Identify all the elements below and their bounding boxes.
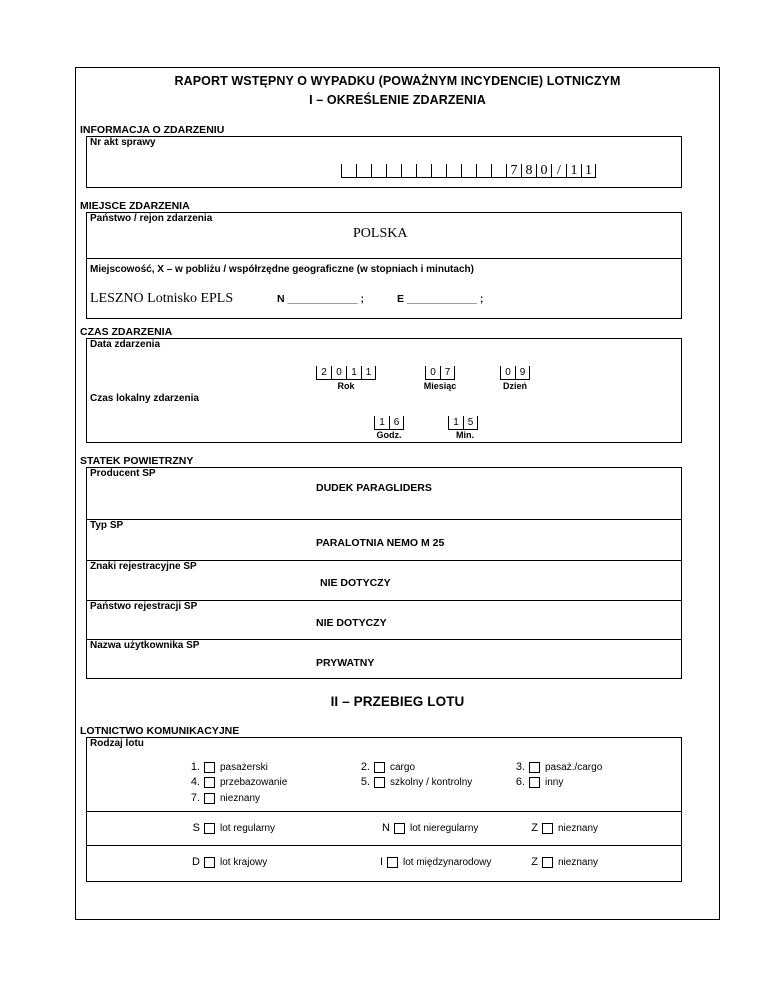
digit-cell bbox=[491, 164, 506, 178]
option-ferry[interactable] bbox=[180, 776, 287, 788]
option-number: D bbox=[192, 856, 200, 868]
digit-cell: 0 bbox=[331, 366, 346, 380]
option-other[interactable] bbox=[505, 776, 563, 788]
local-time-label: Czas lokalny zdarzenia bbox=[90, 393, 199, 404]
option-number: Z bbox=[531, 822, 538, 834]
hour-label: Godz. bbox=[376, 430, 402, 440]
minute-cells[interactable] bbox=[448, 416, 478, 430]
checkbox[interactable] bbox=[394, 823, 405, 834]
option-number: S bbox=[192, 822, 200, 834]
digit-cell: 1 bbox=[374, 416, 389, 430]
digit-cell: 1 bbox=[361, 366, 376, 380]
flight-section-heading: LOTNICTWO KOMUNIKACYJNE bbox=[80, 725, 240, 737]
option-non-scheduled[interactable] bbox=[370, 822, 478, 834]
digit-cell bbox=[386, 164, 401, 178]
option-number: I bbox=[379, 856, 383, 868]
case-number-label: Nr akt sprawy bbox=[90, 137, 156, 148]
minute-label: Min. bbox=[456, 430, 474, 440]
checkbox[interactable] bbox=[204, 777, 215, 788]
form-title: RAPORT WSTĘPNY O WYPADKU (POWAŻNYM INCYDENCIE) LOTNICZYM bbox=[174, 74, 621, 88]
digit-cell bbox=[476, 164, 491, 178]
digit-cell: / bbox=[551, 164, 566, 178]
flight-kind-label: Rodzaj lotu bbox=[90, 738, 144, 749]
digit-cell bbox=[341, 164, 356, 178]
checkbox[interactable] bbox=[387, 857, 398, 868]
checkbox[interactable] bbox=[204, 762, 215, 773]
digit-cell bbox=[371, 164, 386, 178]
case-number-box bbox=[86, 136, 682, 188]
year-label: Rok bbox=[337, 381, 355, 391]
checkbox[interactable] bbox=[204, 857, 215, 868]
option-unknown[interactable] bbox=[180, 792, 260, 804]
option-label: nieznany bbox=[220, 792, 261, 804]
aircraft-divider-1 bbox=[86, 519, 682, 520]
option-label: szkolny / kontrolny bbox=[390, 776, 473, 788]
option-training[interactable] bbox=[350, 776, 472, 788]
reg-country-value[interactable]: NIE DOTYCZY bbox=[316, 617, 387, 629]
reg-country-label: Państwo rejestracji SP bbox=[90, 601, 198, 612]
checkbox[interactable] bbox=[529, 762, 540, 773]
checkbox[interactable] bbox=[374, 762, 385, 773]
month-cells[interactable] bbox=[425, 366, 455, 380]
coordinate-n[interactable]: N ____________ ; bbox=[277, 293, 364, 305]
digit-cell: 1 bbox=[346, 366, 361, 380]
digit-cell: 5 bbox=[463, 416, 478, 430]
checkbox[interactable] bbox=[542, 857, 553, 868]
digit-cell: 0 bbox=[500, 366, 515, 380]
option-label: pasażerski bbox=[220, 761, 268, 773]
option-scope-unknown[interactable] bbox=[518, 856, 598, 868]
checkbox[interactable] bbox=[374, 777, 385, 788]
option-number: 2. bbox=[360, 761, 370, 773]
locality-label: Miejscowość, X – w pobliżu / współrzędne geograficzne (w stopniach i minutach) bbox=[90, 264, 474, 275]
digit-cell bbox=[356, 164, 371, 178]
option-scheduled[interactable] bbox=[180, 822, 275, 834]
checkbox[interactable] bbox=[529, 777, 540, 788]
digit-cell bbox=[446, 164, 461, 178]
coordinate-e[interactable]: E ____________ ; bbox=[397, 293, 484, 305]
day-cells[interactable] bbox=[500, 366, 530, 380]
option-number: 1. bbox=[190, 761, 200, 773]
option-domestic[interactable] bbox=[180, 856, 267, 868]
operator-label: Nazwa użytkownika SP bbox=[90, 640, 200, 651]
type-label: Typ SP bbox=[90, 520, 124, 531]
option-label: lot krajowy bbox=[220, 856, 268, 868]
checkbox[interactable] bbox=[542, 823, 553, 834]
manufacturer-value[interactable]: DUDEK PARAGLIDERS bbox=[316, 482, 432, 494]
digit-cell: 9 bbox=[515, 366, 530, 380]
digit-cell: 7 bbox=[506, 164, 521, 178]
day-label: Dzień bbox=[502, 381, 527, 391]
option-label: przebazowanie bbox=[220, 776, 288, 788]
option-number: Z bbox=[531, 856, 538, 868]
option-number: N bbox=[382, 822, 390, 834]
date-label: Data zdarzenia bbox=[90, 339, 161, 350]
digit-cell bbox=[401, 164, 416, 178]
digit-cell: 2 bbox=[316, 366, 331, 380]
flight-divider-2 bbox=[86, 845, 682, 846]
option-number: 4. bbox=[190, 776, 200, 788]
place-section-heading: MIEJSCE ZDARZENIA bbox=[80, 200, 190, 212]
country-value[interactable]: POLSKA bbox=[353, 226, 408, 241]
registration-label: Znaki rejestracyjne SP bbox=[90, 561, 197, 572]
digit-cell bbox=[461, 164, 476, 178]
type-value[interactable]: PARALOTNIA NEMO M 25 bbox=[316, 537, 445, 549]
digit-cell bbox=[431, 164, 446, 178]
manufacturer-label: Producent SP bbox=[90, 468, 156, 479]
section-title-2: II – PRZEBIEG LOTU bbox=[330, 694, 465, 709]
option-label: nieznany bbox=[558, 822, 599, 834]
option-international[interactable] bbox=[363, 856, 491, 868]
digit-cell: 7 bbox=[440, 366, 455, 380]
month-label: Miesiąc bbox=[423, 381, 457, 391]
option-regularity-unknown[interactable] bbox=[518, 822, 598, 834]
option-number: 7. bbox=[190, 792, 200, 804]
option-label: inny bbox=[545, 776, 564, 788]
digit-cell: 8 bbox=[521, 164, 536, 178]
year-cells[interactable] bbox=[316, 366, 376, 380]
digit-cell: 1 bbox=[566, 164, 581, 178]
option-label: pasaż./cargo bbox=[545, 761, 603, 773]
checkbox[interactable] bbox=[204, 793, 215, 804]
option-passenger[interactable] bbox=[180, 761, 268, 773]
place-divider bbox=[86, 258, 682, 259]
option-label: lot regularny bbox=[220, 822, 276, 834]
digit-cell: 6 bbox=[389, 416, 404, 430]
option-label: cargo bbox=[390, 761, 416, 773]
hour-cells[interactable] bbox=[374, 416, 404, 430]
option-label: lot międzynarodowy bbox=[403, 856, 492, 868]
option-label: lot nieregularny bbox=[410, 822, 479, 834]
option-passenger-cargo[interactable] bbox=[505, 761, 602, 773]
country-label: Państwo / rejon zdarzenia bbox=[90, 213, 213, 224]
registration-value[interactable]: NIE DOTYCZY bbox=[320, 577, 391, 589]
digit-cell bbox=[416, 164, 431, 178]
digit-cell: 0 bbox=[425, 366, 440, 380]
case-number-cells[interactable] bbox=[341, 164, 596, 178]
digit-cell: 0 bbox=[536, 164, 551, 178]
section-title-1: I – OKREŚLENIE ZDARZENIA bbox=[309, 93, 486, 107]
aircraft-section-heading: STATEK POWIETRZNY bbox=[80, 455, 194, 467]
option-label: nieznany bbox=[558, 856, 599, 868]
option-number: 3. bbox=[515, 761, 525, 773]
option-number: 6. bbox=[515, 776, 525, 788]
info-section-heading: INFORMACJA O ZDARZENIU bbox=[80, 124, 225, 136]
locality-value[interactable]: LESZNO Lotnisko EPLS bbox=[90, 291, 234, 306]
digit-cell: 1 bbox=[448, 416, 463, 430]
operator-value[interactable]: PRYWATNY bbox=[316, 657, 375, 669]
digit-cell: 1 bbox=[581, 164, 596, 178]
option-cargo[interactable] bbox=[350, 761, 415, 773]
flight-divider-1 bbox=[86, 811, 682, 812]
time-section-heading: CZAS ZDARZENIA bbox=[80, 326, 173, 338]
checkbox[interactable] bbox=[204, 823, 215, 834]
option-number: 5. bbox=[360, 776, 370, 788]
